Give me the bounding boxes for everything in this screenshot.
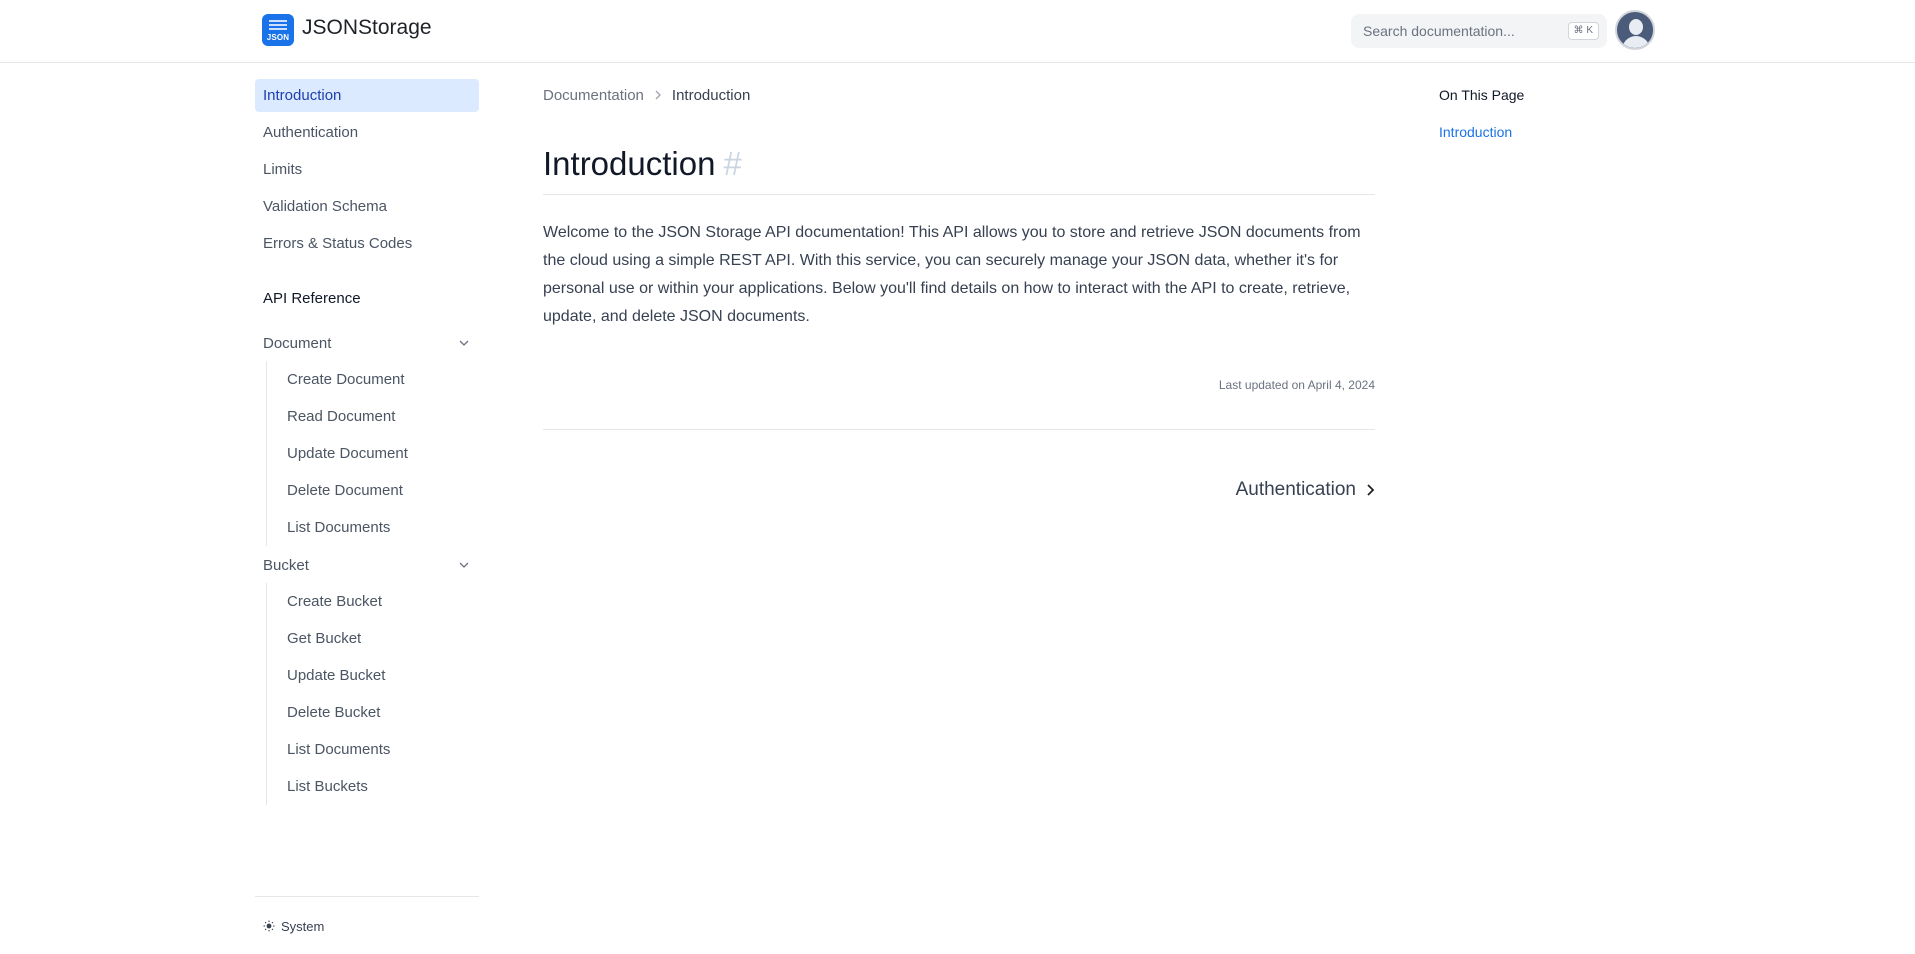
sidebar-item-update-bucket[interactable]: Update Bucket bbox=[287, 667, 386, 684]
json-storage-logo-icon[interactable] bbox=[262, 14, 294, 46]
content-divider bbox=[543, 429, 1375, 430]
avatar-head-icon bbox=[1629, 19, 1643, 35]
page-title bbox=[543, 145, 742, 183]
user-avatar[interactable] bbox=[1615, 10, 1655, 50]
group-label-bucket: Bucket bbox=[263, 557, 309, 574]
chevron-right-icon bbox=[1366, 483, 1375, 497]
sidebar-item-authentication[interactable]: Authentication bbox=[263, 124, 359, 141]
page-title-text: Introduction bbox=[543, 145, 716, 182]
avatar-body-icon bbox=[1622, 36, 1650, 50]
toc-item-introduction[interactable]: Introduction bbox=[1439, 124, 1513, 140]
theme-label: System bbox=[281, 918, 325, 934]
sun-icon bbox=[263, 920, 275, 932]
brand-name[interactable]: JSONStorage bbox=[302, 16, 432, 39]
theme-toggle[interactable] bbox=[263, 917, 324, 935]
breadcrumb bbox=[543, 85, 750, 105]
chevron-right-icon bbox=[654, 90, 662, 100]
api-reference-title: API Reference bbox=[263, 290, 361, 307]
sidebar-divider bbox=[255, 896, 479, 897]
sidebar-item-get-bucket[interactable]: Get Bucket bbox=[287, 630, 362, 647]
search-shortcut-hint: ⌘ K bbox=[1568, 22, 1599, 40]
sidebar-item-delete-document[interactable]: Delete Document bbox=[287, 482, 403, 499]
document-sublist bbox=[266, 361, 479, 546]
main-content bbox=[543, 63, 1375, 954]
intro-paragraph: Welcome to the JSON Storage API documentation! This API allows you to store and retrieve JSON documents from the cloud using a simple REST API. With this service, you can securely manage your JSON data, whether it's for personal use or within your applications. Below you'll find details on how to interact with the API to create, retrieve, update, and delete JSON documents. bbox=[543, 224, 1361, 325]
sidebar-item-update-document[interactable]: Update Document bbox=[287, 445, 408, 462]
sidebar-item-list-documents[interactable]: List Documents bbox=[287, 519, 391, 536]
sidebar-item-errors-status-codes[interactable]: Errors & Status Codes bbox=[263, 235, 413, 252]
bucket-sublist bbox=[266, 583, 479, 805]
chevron-down-icon[interactable] bbox=[459, 560, 469, 570]
sidebar-item-delete-bucket[interactable]: Delete Bucket bbox=[287, 704, 381, 721]
search-box[interactable] bbox=[1351, 14, 1607, 48]
sidebar-item-limits[interactable]: Limits bbox=[263, 161, 303, 178]
sidebar bbox=[255, 63, 479, 954]
breadcrumb-documentation-link[interactable]: Documentation bbox=[543, 86, 644, 104]
sidebar-group-bucket[interactable] bbox=[255, 549, 479, 582]
chevron-down-icon[interactable] bbox=[459, 338, 469, 348]
sidebar-item-read-document[interactable]: Read Document bbox=[287, 408, 396, 425]
title-divider bbox=[543, 194, 1375, 195]
sidebar-group-document[interactable] bbox=[255, 327, 479, 360]
sidebar-item-create-document[interactable]: Create Document bbox=[287, 371, 405, 388]
logo-text: JSON bbox=[266, 33, 290, 42]
heading-anchor-link[interactable]: # bbox=[723, 145, 742, 182]
sidebar-item-list-documents-bucket[interactable]: List Documents bbox=[287, 741, 391, 758]
sidebar-item-introduction[interactable]: Introduction bbox=[255, 79, 479, 112]
group-label-document: Document bbox=[263, 335, 332, 352]
toc-title: On This Page bbox=[1439, 87, 1525, 103]
top-header bbox=[0, 0, 1915, 63]
next-page-label: Authentication bbox=[1235, 479, 1356, 500]
next-page-link[interactable] bbox=[1236, 478, 1375, 502]
sidebar-item-validation-schema[interactable]: Validation Schema bbox=[263, 198, 387, 215]
breadcrumb-current: Introduction bbox=[671, 86, 751, 104]
sidebar-item-create-bucket[interactable]: Create Bucket bbox=[287, 593, 383, 610]
last-updated: Last updated on April 4, 2024 bbox=[1218, 378, 1375, 392]
sidebar-item-list-buckets[interactable]: List Buckets bbox=[287, 778, 368, 795]
